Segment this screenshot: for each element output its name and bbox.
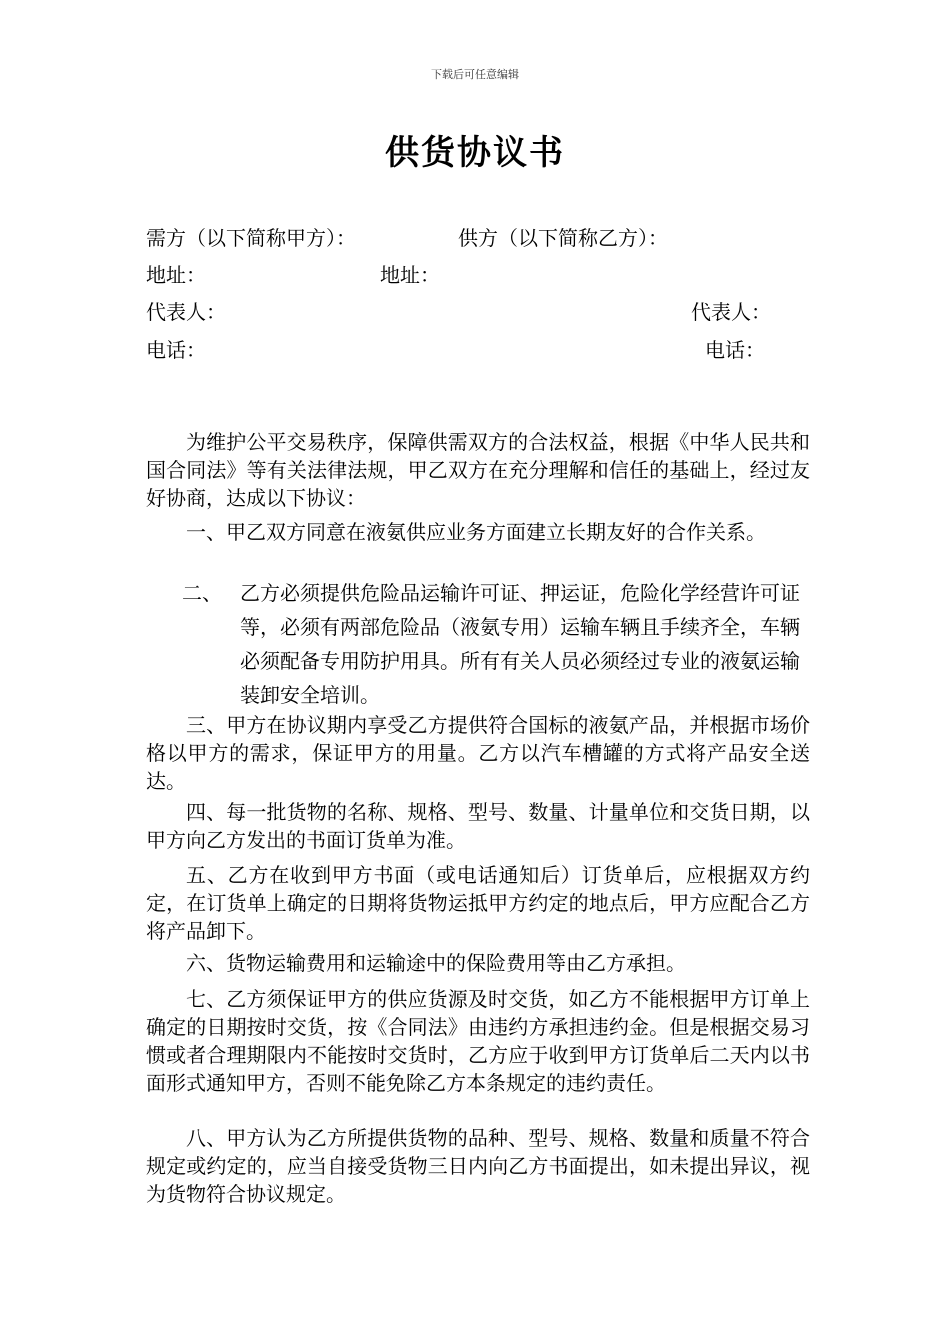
clause-4: 四、每一批货物的名称、规格、型号、数量、计量单位和交货日期，以甲方向乙方发出的书面订货单为准。	[146, 800, 810, 852]
clause-7: 七、乙方须保证甲方的供应货源及时交货，如乙方不能根据甲方订单上确定的日期按时交货，按《合同法》由违约方承担违约金。但是根据交易习惯或者合理期限内不能按时交货时，乙方应于收到甲方订货单后二天内以书面形式通知甲方，否则不能免除乙方本条规定的违约责任。	[146, 987, 810, 1095]
address-b-label: 地址：	[380, 263, 440, 287]
clause-2-text: 乙方必须提供危险品运输许可证、押运证，危险化学经营许可证等，必须有两部危险品（液氨专用）运输车辆且手续齐全，车辆必须配备专用防护用具。所有有关人员必须经过专业的液氨运输装卸安全培训。	[240, 581, 800, 707]
representative-b-label: 代表人：	[691, 300, 771, 324]
clause-5: 五、乙方在收到甲方书面（或电话通知后）订货单后，应根据双方约定，在订货单上确定的日期将货物运抵甲方约定的地点后，甲方应配合乙方将产品卸下。	[146, 863, 810, 943]
header-note: 下载后可任意编辑	[431, 68, 519, 81]
demand-party-label: 需方（以下简称甲方）：	[146, 226, 356, 250]
clause-8: 八、甲方认为乙方所提供货物的品种、型号、规格、数量和质量不符合规定或约定的，应当自接受货物三日内向乙方书面提出，如未提出异议，视为货物符合协议规定。	[146, 1126, 810, 1206]
phone-a-label: 电话：	[146, 338, 206, 362]
document-title: 供货协议书	[385, 133, 565, 173]
clause-2-number: 二、	[182, 581, 222, 605]
supply-party-label: 供方（以下简称乙方）：	[458, 226, 668, 250]
representative-a-label: 代表人：	[146, 300, 226, 324]
clause-1: 一、甲乙双方同意在液氨供应业务方面建立长期友好的合作关系。	[186, 520, 766, 544]
address-a-label: 地址：	[146, 263, 206, 287]
phone-b-label: 电话：	[705, 338, 765, 362]
intro-paragraph: 为维护公平交易秩序，保障供需双方的合法权益，根据《中华人民共和国合同法》等有关法律法规，甲乙双方在充分理解和信任的基础上，经过友好协商，达成以下协议：	[146, 430, 810, 510]
clause-6: 六、货物运输费用和运输途中的保险费用等由乙方承担。	[186, 951, 686, 975]
clause-3: 三、甲方在协议期内享受乙方提供符合国标的液氨产品，并根据市场价格以甲方的需求，保证甲方的用量。乙方以汽车槽罐的方式将产品安全送达。	[146, 713, 810, 793]
